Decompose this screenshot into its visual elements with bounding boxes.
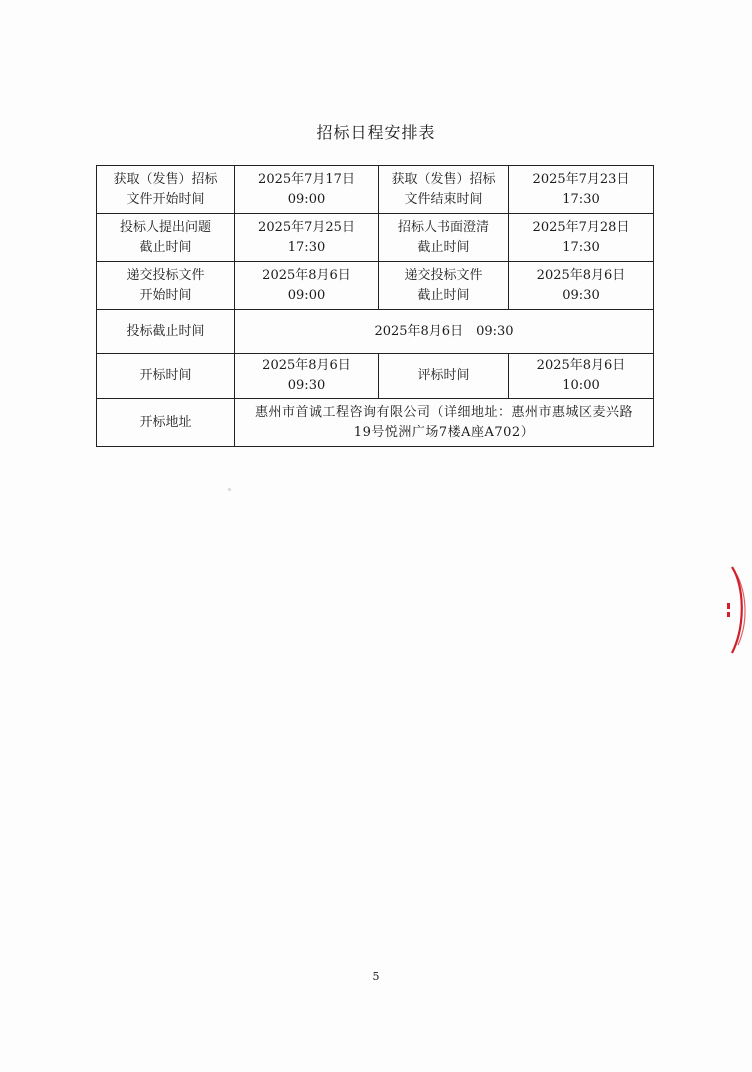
table-row <box>97 262 654 310</box>
table-cell-value: 2025年8月6日 09:30 <box>235 310 654 354</box>
table-row <box>97 399 654 447</box>
table-cell-label: 获取（发售）招标 文件结束时间 <box>379 166 509 214</box>
table-cell-label: 获取（发售）招标 文件开始时间 <box>97 166 235 214</box>
table-row <box>97 310 654 354</box>
table-cell-label: 开标时间 <box>97 354 235 399</box>
table-cell-value: 2025年8月6日 09:00 <box>235 262 379 310</box>
table-cell-label: 招标人书面澄清 截止时间 <box>379 214 509 262</box>
table-cell-label: 评标时间 <box>379 354 509 399</box>
table-cell-label: 递交投标文件 截止时间 <box>379 262 509 310</box>
table-cell-label: 递交投标文件 开始时间 <box>97 262 235 310</box>
table-cell-label: 投标截止时间 <box>97 310 235 354</box>
table-cell-label: 投标人提出问题 截止时间 <box>97 214 235 262</box>
table-row <box>97 214 654 262</box>
seal-stamp-icon <box>726 565 752 655</box>
page-number: 5 <box>372 970 380 983</box>
scan-speck <box>228 488 231 491</box>
table-cell-value: 2025年8月6日 09:30 <box>235 354 379 399</box>
table-cell-value: 2025年7月23日 17:30 <box>509 166 654 214</box>
bid-schedule-table <box>96 165 654 447</box>
address-cell: 惠州市首诚工程咨询有限公司（详细地址：惠州市惠城区麦兴路 19号悦洲广场7楼A座A702） <box>235 399 654 447</box>
table-cell-value: 2025年8月6日 09:30 <box>509 262 654 310</box>
table-cell-label: 开标地址 <box>97 399 235 447</box>
table-title: 招标日程安排表 <box>316 123 436 142</box>
table-row <box>97 166 654 214</box>
table-cell-value: 2025年7月28日 17:30 <box>509 214 654 262</box>
table-row <box>97 354 654 399</box>
table-cell-value: 2025年7月17日 09:00 <box>235 166 379 214</box>
table-cell-value: 2025年8月6日 10:00 <box>509 354 654 399</box>
table-cell-value: 2025年7月25日 17:30 <box>235 214 379 262</box>
